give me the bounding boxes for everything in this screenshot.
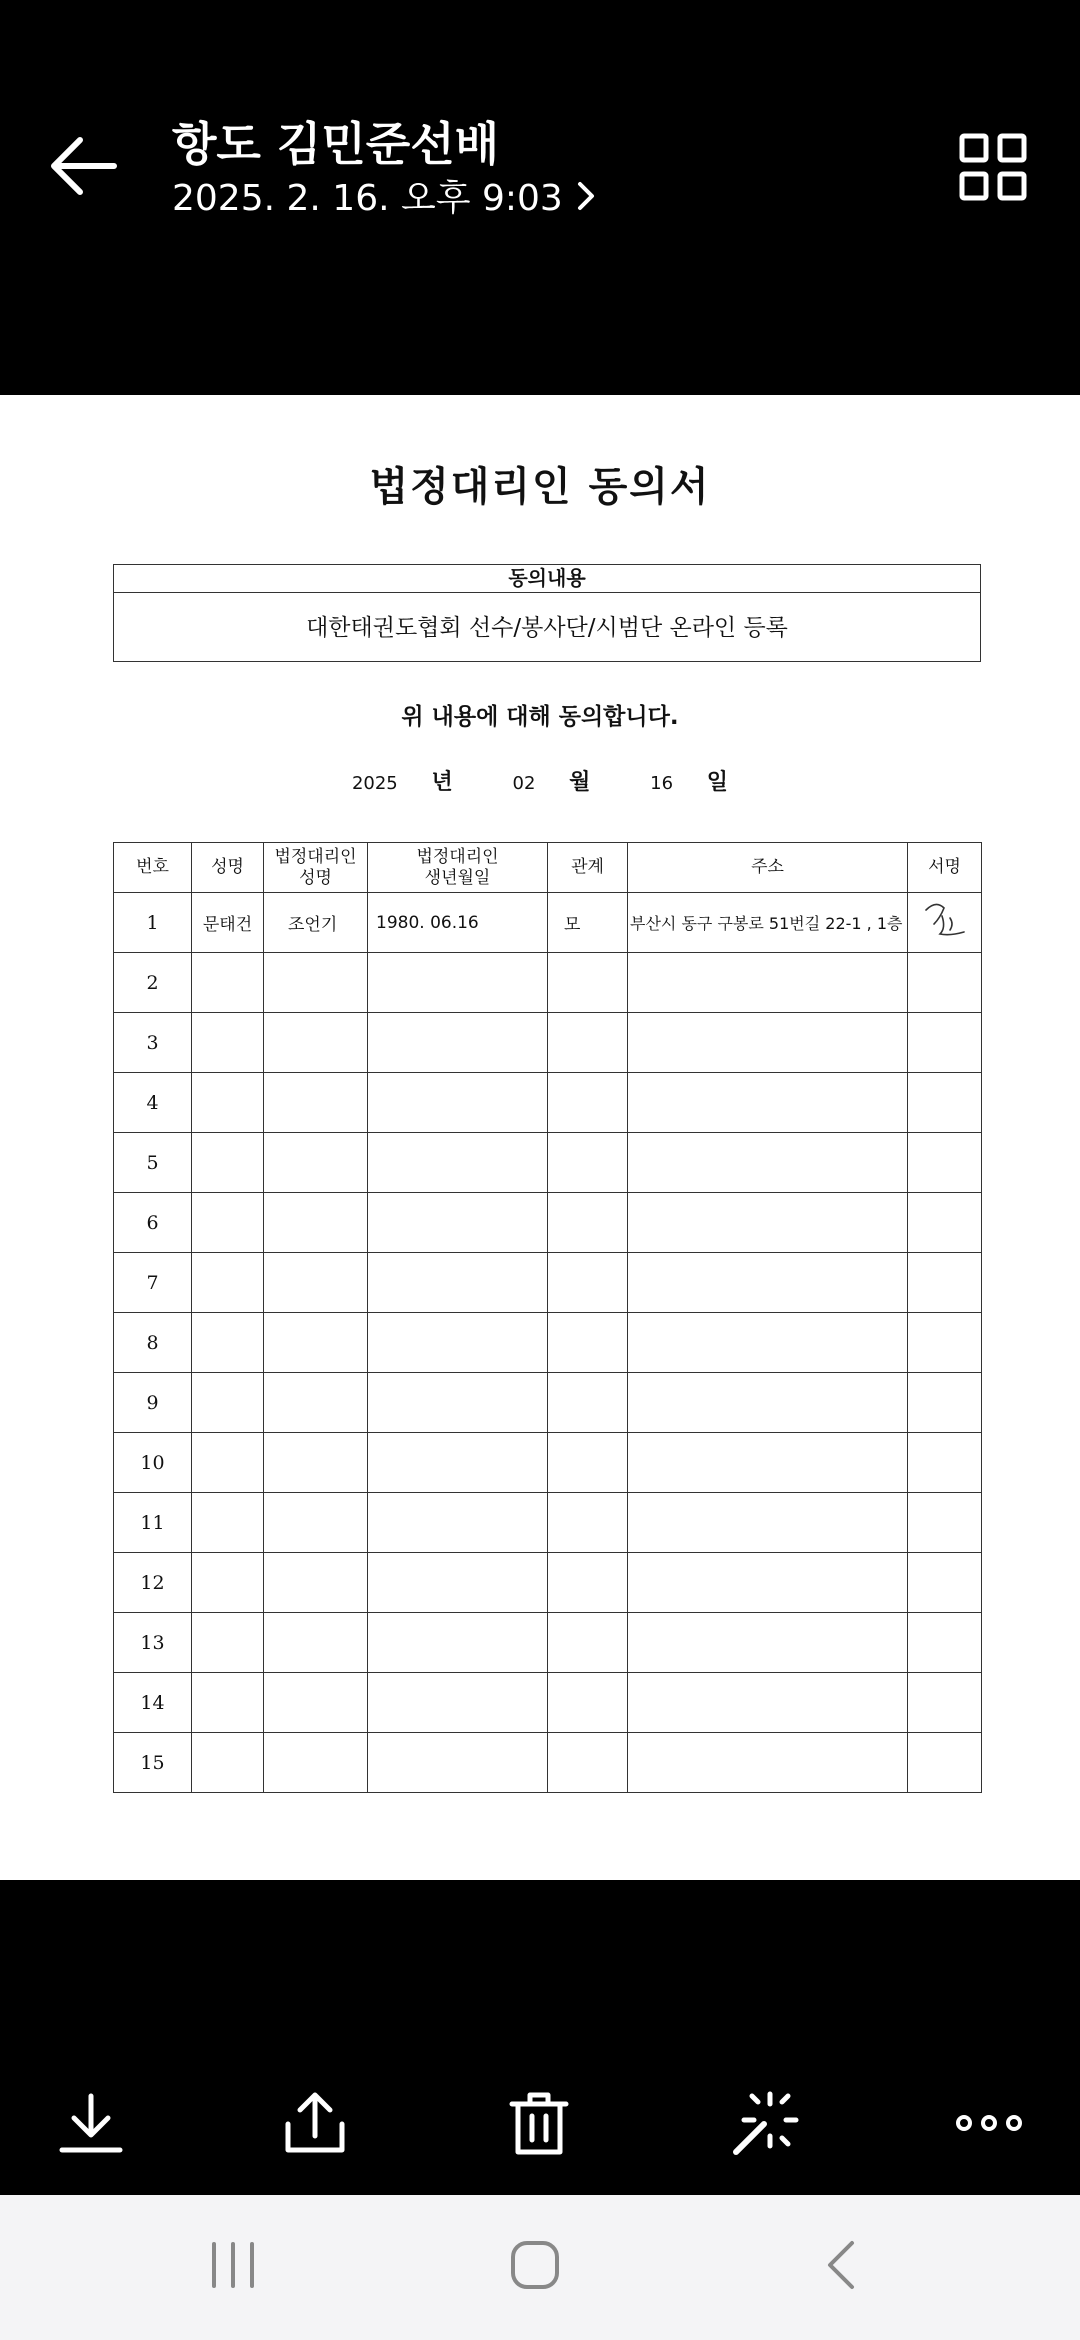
cell-relation <box>548 953 628 1013</box>
cell-no: 12 <box>114 1553 192 1613</box>
table-row <box>114 1493 982 1553</box>
header-rep-birth <box>368 843 548 893</box>
consent-box <box>113 564 981 662</box>
cell-rep-name <box>264 1673 368 1733</box>
table-header-row <box>114 843 982 893</box>
cell-no: 8 <box>114 1313 192 1373</box>
document-title: 법정대리인 동의서 <box>369 463 711 510</box>
cell-name <box>192 1733 264 1793</box>
cell-signature <box>908 1733 982 1793</box>
header-rep-name <box>264 843 368 893</box>
cell-relation <box>548 1673 628 1733</box>
cell-signature <box>908 1193 982 1253</box>
cell-name <box>192 1013 264 1073</box>
grid-icon[interactable] <box>958 132 1028 202</box>
cell-signature <box>908 1553 982 1613</box>
cell-relation <box>548 1253 628 1313</box>
cell-rep-birth: 1980. 06.16 <box>368 893 548 953</box>
cell-signature <box>908 1253 982 1313</box>
cell-rep-birth <box>368 1553 548 1613</box>
table-row <box>114 1313 982 1373</box>
cell-name <box>192 1193 264 1253</box>
header-rep-name-line1: 법정대리인 <box>274 846 357 867</box>
cell-relation <box>548 1493 628 1553</box>
cell-no: 7 <box>114 1253 192 1313</box>
cell-rep-birth <box>368 1313 548 1373</box>
date-line <box>0 765 1080 796</box>
cell-rep-birth <box>368 1493 548 1553</box>
cell-rep-name: 조언기 <box>264 893 368 953</box>
cell-name <box>192 1133 264 1193</box>
cell-rep-name <box>264 1373 368 1433</box>
cell-name <box>192 1373 264 1433</box>
table-row <box>114 1433 982 1493</box>
cell-rep-name <box>264 1733 368 1793</box>
cell-address <box>628 1553 908 1613</box>
date-month-unit: 월 <box>569 770 591 795</box>
table-row <box>114 1373 982 1433</box>
cell-no: 1 <box>114 893 192 953</box>
cell-name: 문태건 <box>192 893 264 953</box>
cell-address <box>628 1313 908 1373</box>
cell-rep-name <box>264 1193 368 1253</box>
cell-name <box>192 1673 264 1733</box>
cell-name <box>192 1493 264 1553</box>
table-row <box>114 893 982 953</box>
cell-no: 6 <box>114 1193 192 1253</box>
chevron-right-icon <box>577 181 595 211</box>
cell-relation <box>548 1733 628 1793</box>
cell-no: 2 <box>114 953 192 1013</box>
download-icon[interactable] <box>56 2088 126 2158</box>
cell-no: 11 <box>114 1493 192 1553</box>
cell-rep-birth <box>368 1613 548 1673</box>
table-row <box>114 1073 982 1133</box>
header-rep-birth-line1: 법정대리인 <box>416 846 499 867</box>
cell-address <box>628 1373 908 1433</box>
cell-name <box>192 1613 264 1673</box>
table-row <box>114 1133 982 1193</box>
table-row <box>114 1253 982 1313</box>
cell-name <box>192 1553 264 1613</box>
cell-no: 14 <box>114 1673 192 1733</box>
cell-rep-birth <box>368 1673 548 1733</box>
cell-rep-name <box>264 1133 368 1193</box>
cell-signature <box>908 1373 982 1433</box>
top-app-bar <box>0 0 1080 395</box>
document-image[interactable] <box>0 395 1080 1880</box>
cell-name <box>192 1313 264 1373</box>
header-name: 성명 <box>192 843 264 893</box>
cell-name <box>192 953 264 1013</box>
cell-rep-name <box>264 1613 368 1673</box>
cell-address <box>628 1253 908 1313</box>
cell-rep-birth <box>368 1733 548 1793</box>
cell-address <box>628 1193 908 1253</box>
cell-relation <box>548 1073 628 1133</box>
cell-rep-name <box>264 1313 368 1373</box>
header-signature: 서명 <box>908 843 982 893</box>
cell-relation <box>548 1133 628 1193</box>
date-day-unit: 일 <box>706 770 729 795</box>
cell-signature <box>908 1013 982 1073</box>
cell-rep-birth <box>368 1433 548 1493</box>
date-year-unit: 년 <box>431 770 453 795</box>
cell-address <box>628 1613 908 1673</box>
datetime-text: 2025. 2. 16. 오후 9:03 <box>172 178 563 219</box>
header-address: 주소 <box>628 843 908 893</box>
album-title: 항도 김민준선배 <box>172 117 500 171</box>
table-row <box>114 1613 982 1673</box>
handwritten-signature <box>920 898 970 942</box>
arrow-left-icon[interactable] <box>44 128 124 204</box>
cell-rep-name <box>264 1493 368 1553</box>
cell-name <box>192 1433 264 1493</box>
cell-relation <box>548 1613 628 1673</box>
cell-signature <box>908 1673 982 1733</box>
cell-signature <box>908 1613 982 1673</box>
cell-no: 13 <box>114 1613 192 1673</box>
date-month: 02 <box>512 773 536 794</box>
cell-rep-name <box>264 953 368 1013</box>
table-row <box>114 1673 982 1733</box>
cell-name <box>192 1253 264 1313</box>
recent-apps-icon[interactable] <box>208 2240 258 2290</box>
agree-text: 위 내용에 대해 동의합니다. <box>401 704 679 730</box>
delete-icon[interactable] <box>504 2088 574 2158</box>
cell-no: 9 <box>114 1373 192 1433</box>
share-icon[interactable] <box>280 2088 350 2158</box>
cell-relation <box>548 1313 628 1373</box>
datetime-link[interactable] <box>172 170 595 221</box>
table-row <box>114 1733 982 1793</box>
cell-no: 3 <box>114 1013 192 1073</box>
header-relation: 관계 <box>548 843 628 893</box>
cell-signature <box>908 1073 982 1133</box>
back-nav-icon[interactable] <box>822 2240 862 2290</box>
magic-wand-icon[interactable] <box>730 2088 800 2158</box>
cell-rep-name <box>264 1433 368 1493</box>
cell-signature <box>908 1493 982 1553</box>
cell-rep-birth <box>368 1373 548 1433</box>
cell-signature <box>908 893 982 953</box>
cell-relation <box>548 1013 628 1073</box>
cell-no: 10 <box>114 1433 192 1493</box>
cell-rep-name <box>264 1553 368 1613</box>
cell-address <box>628 1493 908 1553</box>
cell-rep-birth <box>368 1013 548 1073</box>
table-row <box>114 1193 982 1253</box>
table-row <box>114 1553 982 1613</box>
cell-address <box>628 1013 908 1073</box>
header-rep-name-line2: 성명 <box>299 867 332 888</box>
more-icon[interactable] <box>954 2088 1024 2158</box>
cell-address <box>628 1073 908 1133</box>
cell-address: 부산시 동구 구봉로 51번길 22-1 , 1층 <box>628 893 908 953</box>
cell-rep-birth <box>368 1073 548 1133</box>
cell-rep-name <box>264 1253 368 1313</box>
cell-rep-birth <box>368 1133 548 1193</box>
header-rep-birth-line2: 생년월일 <box>424 867 491 888</box>
cell-address <box>628 1673 908 1733</box>
table-row <box>114 953 982 1013</box>
cell-signature <box>908 1133 982 1193</box>
cell-no: 5 <box>114 1133 192 1193</box>
cell-rep-name <box>264 1073 368 1133</box>
cell-signature <box>908 1313 982 1373</box>
cell-no: 4 <box>114 1073 192 1133</box>
consent-header: 동의내용 <box>114 565 980 593</box>
cell-signature <box>908 953 982 1013</box>
cell-signature <box>908 1433 982 1493</box>
cell-name <box>192 1073 264 1133</box>
cell-rep-birth <box>368 953 548 1013</box>
cell-relation <box>548 1193 628 1253</box>
cell-address <box>628 1433 908 1493</box>
date-day: 16 <box>650 773 674 794</box>
consent-body: 대한태권도협회 선수/봉사단/시범단 온라인 등록 <box>306 615 788 641</box>
cell-rep-birth <box>368 1193 548 1253</box>
cell-relation: 모 <box>548 893 628 953</box>
cell-relation <box>548 1373 628 1433</box>
cell-address <box>628 1733 908 1793</box>
cell-no: 15 <box>114 1733 192 1793</box>
home-icon[interactable] <box>510 2240 560 2290</box>
cell-relation <box>548 1553 628 1613</box>
cell-rep-birth <box>368 1253 548 1313</box>
cell-rep-name <box>264 1013 368 1073</box>
cell-address <box>628 953 908 1013</box>
table-row <box>114 1013 982 1073</box>
cell-address <box>628 1133 908 1193</box>
date-year: 2025 <box>351 773 398 794</box>
cell-relation <box>548 1433 628 1493</box>
header-no: 번호 <box>114 843 192 893</box>
signature-table <box>113 842 982 1793</box>
